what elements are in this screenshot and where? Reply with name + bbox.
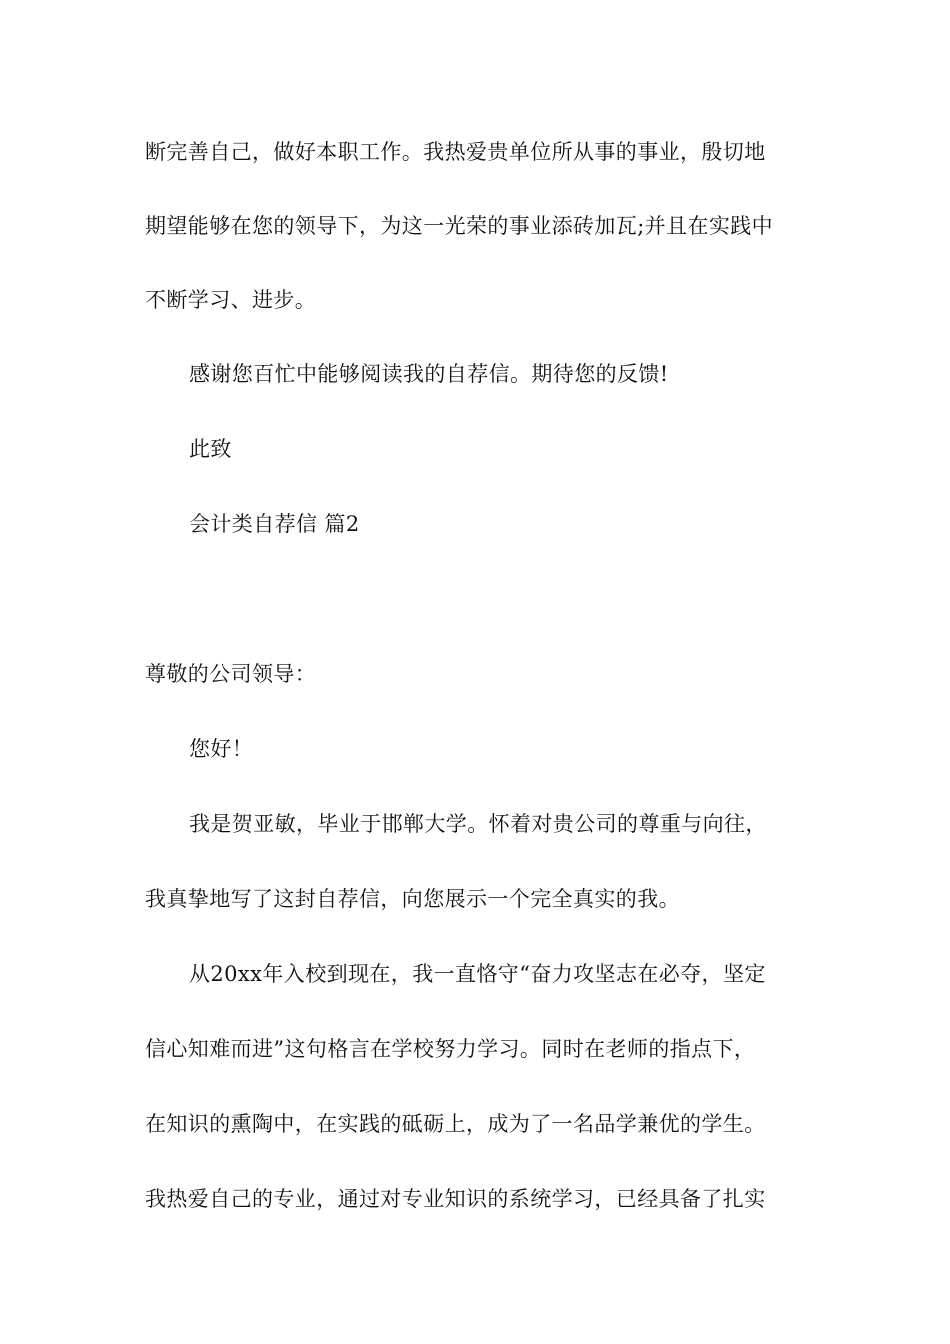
- greeting: 您好！: [189, 737, 254, 761]
- text-line: 我热爱自己的专业，通过对专业知识的系统学习，已经具备了扎实: [145, 1187, 766, 1211]
- salutation: 尊敬的公司领导：: [145, 662, 317, 686]
- text-line: 断完善自己，做好本职工作。我热爱贵单位所从事的事业，殷切地: [145, 140, 766, 164]
- text-line: 我真挚地写了这封自荐信，向您展示一个完全真实的我。: [145, 887, 680, 911]
- text-line: 我是贺亚敏，毕业于邯郸大学。怀着对贵公司的尊重与向往，: [189, 812, 767, 836]
- text-line: 感谢您百忙中能够阅读我的自荐信。期待您的反馈!: [189, 362, 669, 386]
- text-line: 此致: [189, 437, 232, 461]
- text-line: 不断学习、进步。: [145, 288, 317, 312]
- text-line: 信心知难而进”这句格言在学校努力学习。同时在老师的指点下，: [145, 1037, 756, 1061]
- section-heading: 会计类自荐信 篇2: [189, 512, 360, 536]
- text-line: 在知识的熏陶中，在实践的砥砺上，成为了一名品学兼优的学生。: [145, 1112, 766, 1136]
- text-line: 从20xx年入校到现在，我一直恪守“奋力攻坚志在必夺，坚定: [189, 962, 766, 986]
- text-line: 期望能够在您的领导下，为这一光荣的事业添砖加瓦;并且在实践中: [145, 214, 774, 238]
